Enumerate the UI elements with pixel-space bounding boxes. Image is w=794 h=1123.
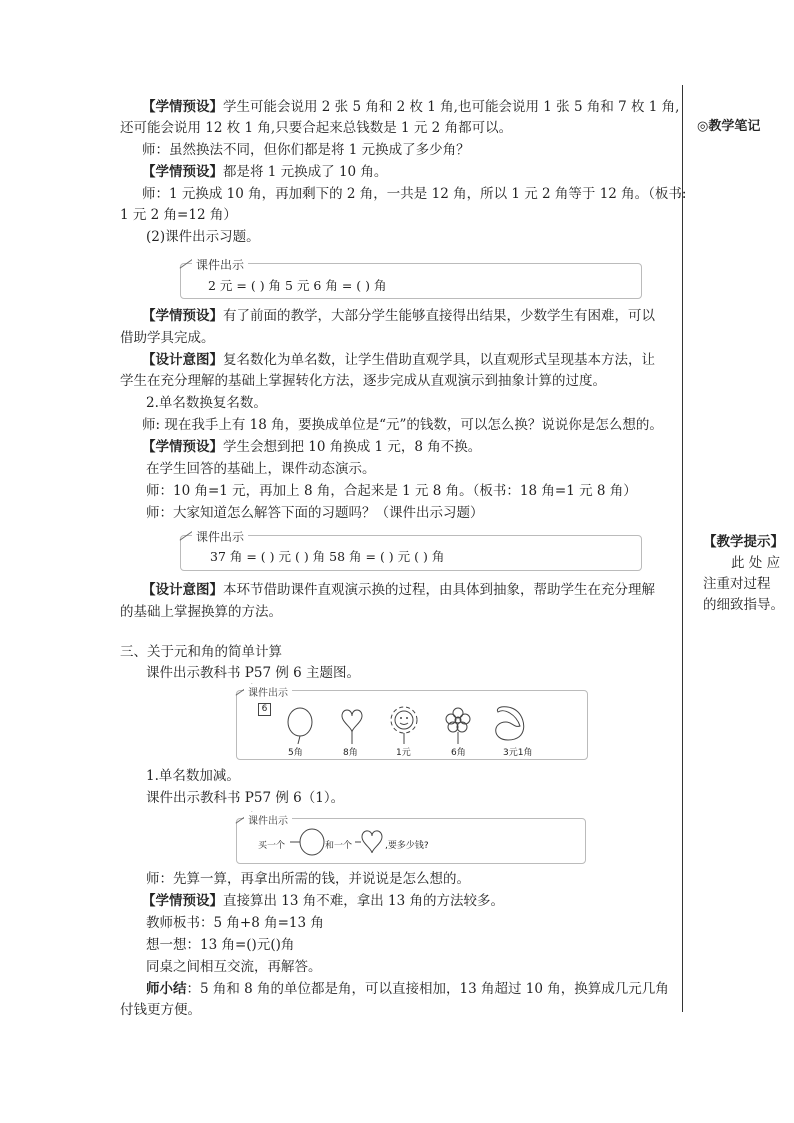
paragraph-text: 本环节借助课件直观演示换的过程，由具体到抽象，帮助学生在充分理解 [223, 582, 655, 598]
design-intent-1 [142, 350, 655, 370]
teaching-tip-title: 【教学提示】 [703, 534, 784, 550]
paragraph-text: 有了前面的教学，大部分学生能够直接得出结果，少数学生有困难，可以 [223, 308, 655, 324]
design-tag: 【设计意图】 [142, 352, 223, 368]
design-intent-2 [142, 580, 655, 600]
paragraph-text: 都是将 1 元换成了 10 角。 [223, 164, 388, 180]
preset-paragraph-3-cont: 借助学具完成。 [120, 330, 215, 346]
teacher-question: 师：虽然换法不同，但你们都是将 1 元换成了多少角？ [142, 142, 470, 158]
teaching-tip-line3: 的细致指导。 [703, 597, 784, 613]
paragraph-text: ：5 角和 8 角的单位都是角，可以直接相加，13 角超过 10 角，换算成几元几角 [186, 981, 669, 997]
balloon-icon [290, 826, 326, 858]
price-label: 8角 [343, 748, 358, 758]
exercise-intro: (2)课件出示习题。 [146, 229, 260, 245]
teacher-question-2: 师: 现在我手上有 18 角，要换成单位是“元”的钱数，可以怎么换？说说你是怎么想的。 [142, 417, 663, 433]
preset-paragraph-1-cont: 还可能会说用 12 枚 1 角,只要合起来总钱数是 1 元 2 角都可以。 [120, 120, 513, 136]
demo-note: 在学生回答的基础上，课件动态演示。 [146, 461, 376, 477]
design-tag: 【设计意图】 [142, 582, 223, 598]
preset-paragraph-4 [142, 437, 481, 457]
paragraph-text: 学生可能会说用 2 张 5 角和 2 枚 1 角,也可能会说用 1 张 5 角和 7 枚 1 角, [223, 99, 680, 115]
teacher-summary [146, 979, 669, 999]
teaching-tip-line1: 此 处 应 [731, 555, 781, 571]
summary-tag: 师小结 [146, 981, 187, 997]
example-intro-2: 课件出示教科书 P57 例 6（1）。 [146, 790, 345, 806]
question-text: 买一个 [258, 841, 286, 851]
example-number: 6 [258, 703, 271, 716]
price-label: 5角 [288, 748, 303, 758]
heart-icon [355, 826, 385, 858]
margin-divider [682, 85, 683, 1012]
question-text: ,要多少钱? [385, 841, 429, 851]
preset-tag: 【学情预设】 [142, 164, 223, 180]
preset-tag: 【学情预设】 [142, 308, 223, 324]
price-label: 1元 [396, 748, 411, 758]
preset-paragraph-2 [142, 162, 387, 182]
exercise-text-2: 37 角 = ( ) 元 ( ) 角 58 角 = ( ) 元 ( ) 角 [210, 549, 445, 564]
question-text: 和一个 [325, 841, 353, 851]
price-label: 6角 [451, 748, 466, 758]
design-intent-2-cont: 的基础上掌握换算的方法。 [120, 604, 282, 620]
teacher-summary-cont: 付钱更方便。 [120, 1002, 201, 1018]
paragraph-text: 学生会想到把 10 角换成 1 元，8 角不换。 [223, 439, 482, 455]
example-intro: 课件出示教科书 P57 例 6 主题图。 [146, 665, 361, 681]
price-label: 3元1角 [503, 748, 533, 758]
flower-toy-icon [395, 711, 413, 729]
paragraph-text: 直接算出 13 角不难，拿出 13 角的方法较多。 [223, 893, 505, 909]
teaching-tip-line2: 注重对过程 [703, 576, 771, 592]
teaching-notes-heading: ◎教学笔记 [697, 119, 761, 134]
think-prompt: 想一想：13 角=()元()角 [146, 937, 295, 953]
preset-tag: 【学情预设】 [142, 99, 223, 115]
teacher-explain-line1: 师：1 元换成 10 角，再加剩下的 2 角，一共是 12 角，所以 1 元 2 角等于 12 角。（板书: [142, 186, 687, 202]
preset-tag: 【学情预设】 [142, 893, 223, 909]
courseware-label: 课件出示 [244, 812, 292, 827]
section-2-title: 2.单名数换复名数。 [146, 395, 267, 411]
section-3-1-title: 1.单名数加减。 [146, 768, 240, 784]
heart-icon [342, 710, 362, 732]
preset-paragraph-5 [142, 891, 504, 911]
courseware-label: 课件出示 [192, 256, 248, 273]
courseware-label: 课件出示 [244, 684, 292, 699]
exercise-text-1: 2 元 = ( ) 角 5 元 6 角 = ( ) 角 [208, 278, 387, 293]
board-writing: 教师板书：5 角+8 角=13 角 [146, 915, 324, 931]
example-goods-figure [280, 704, 580, 744]
preset-paragraph-1 [142, 97, 679, 117]
teacher-explain-line2: 1 元 2 角=12 角） [120, 207, 237, 223]
design-intent-1-cont: 学生在充分理解的基础上掌握转化方法，逐步完成从直观演示到抽象计算的过度。 [120, 373, 606, 389]
preset-paragraph-3 [142, 306, 655, 326]
courseware-label: 课件出示 [192, 528, 248, 545]
pair-discussion: 同桌之间相互交流，再解答。 [146, 959, 322, 975]
balloon-icon [288, 708, 312, 736]
bird-toy-icon [496, 707, 524, 740]
teacher-explain-2: 师：10 角=1 元，再加上 8 角，合起来是 1 元 8 角。（板书：18 角=1 元 8 角） [146, 483, 637, 499]
preset-tag: 【学情预设】 [142, 439, 223, 455]
teacher-instruction: 师：先算一算，再拿出所需的钱，并说说是怎么想的。 [146, 871, 470, 887]
paragraph-text: 复名数化为单名数，让学生借助直观学具，以直观形式呈现基本方法，让 [223, 352, 655, 368]
teacher-question-3: 师：大家知道怎么解答下面的习题吗？（课件出示习题） [146, 505, 484, 521]
section-3-heading: 三、关于元和角的简单计算 [120, 644, 282, 660]
